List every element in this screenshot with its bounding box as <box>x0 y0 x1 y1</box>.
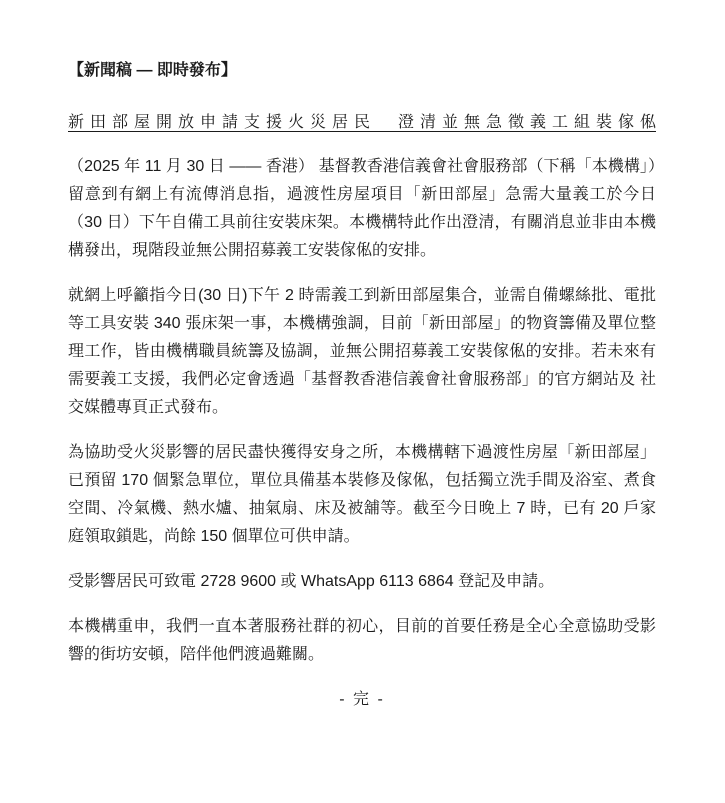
press-release-paragraph: 本機構重申，我們一直本著服務社群的初心，目前的首要任務是全心全意協助受影響的街坊安頓，陪伴他們渡過難關。 <box>68 618 656 663</box>
press-release-paragraph: （2025 年 11 月 30 日 —— 香港） 基督教香港信義會社會服務部（下稱「本機構」）留意到有網上有流傳消息指，過渡性房屋項目「新田部屋」急需大量義工於今日（30 日）下午自備工具前往安裝床架。本機構特此作出澄清，有關消息並非由本機構發出，現階段並無公開招募義工安裝傢俬的安排。 <box>68 158 656 259</box>
press-release-paragraph: 為協助受火災影響的居民盡快獲得安身之所，本機構轄下過渡性房屋「新田部屋」已預留 170 個緊急單位，單位具備基本裝修及傢俬，包括獨立洗手間及浴室、煮食空間、冷氣機、熱水爐、抽氣扇、床及被舖等。截至今日晚上 7 時，已有 20 戶家庭領取鎖匙，尚餘 150 個單位可供申請。 <box>68 444 656 545</box>
press-release-title: 新田部屋開放申請支援火災居民 澄清並無急徵義工組裝傢俬 <box>68 114 656 131</box>
press-release-paragraph: 就網上呼籲指今日(30 日)下午 2 時需義工到新田部屋集合，並需自備螺絲批、電批等工具安裝 340 張床架一事，本機構強調，目前「新田部屋」的物資籌備及單位整理工作，皆由機構職員統籌及協調，並無公開招募義工安裝傢俬的安排。若未來有需要義工支援，我們必定會透過「基督教香港信義會社會服務部」的官方網站及 社交媒體專頁正式發布。 <box>68 287 656 416</box>
press-release-end-marker: - 完 - <box>339 691 385 708</box>
press-release-header: 【新聞稿 — 即時發布】 <box>68 62 237 79</box>
press-release-paragraph-contact: 受影響居民可致電 2728 9600 或 WhatsApp 6113 6864 登記及申請。 <box>68 573 555 590</box>
